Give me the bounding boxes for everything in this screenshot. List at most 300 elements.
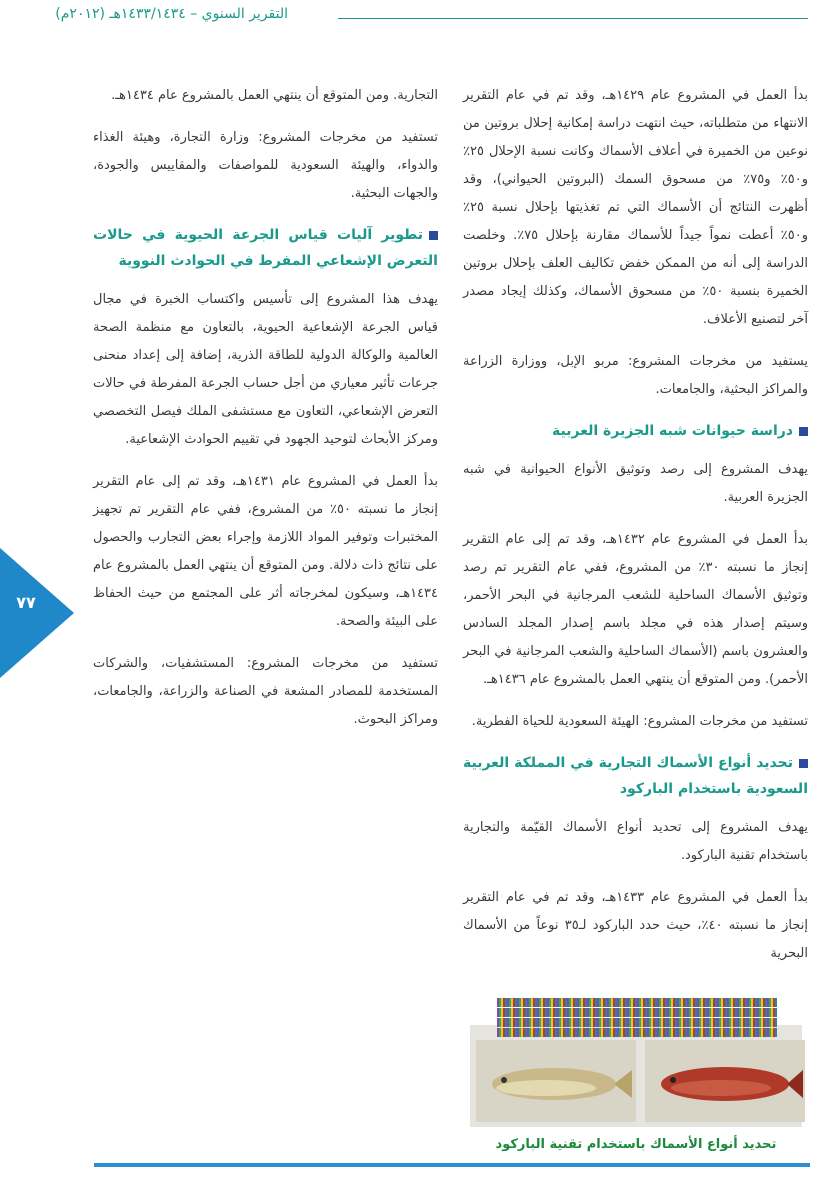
paragraph: تستفيد من مخرجات المشروع: المستشفيات، والشركات المستخدمة للمصادر المشعة في الصناعة والزراعة، والجامعات، ومراكز البحوث. xyxy=(93,656,438,727)
barcode-stripe xyxy=(759,998,761,1007)
barcode-stripe xyxy=(695,1018,697,1027)
barcode-stripe xyxy=(745,998,747,1007)
barcode-stripe xyxy=(729,1018,731,1027)
barcode-stripe xyxy=(593,1028,595,1037)
barcode-stripe xyxy=(599,1008,601,1017)
barcode-stripe xyxy=(677,1028,679,1037)
barcode-stripe xyxy=(637,1028,639,1037)
barcode-stripe xyxy=(625,1028,627,1037)
barcode-stripe xyxy=(765,1018,767,1027)
barcode-stripe xyxy=(527,1008,529,1017)
barcode-stripe xyxy=(623,998,625,1007)
right-column xyxy=(463,82,808,982)
barcode-stripe xyxy=(601,1008,603,1017)
barcode-stripe xyxy=(587,1028,589,1037)
barcode-stripe xyxy=(685,1008,687,1017)
barcode-stripe xyxy=(571,1028,573,1037)
barcode-stripe xyxy=(743,998,745,1007)
barcode-stripe xyxy=(749,1018,751,1027)
barcode-stripe xyxy=(561,1018,563,1027)
barcode-stripe xyxy=(591,1008,593,1017)
barcode-stripe xyxy=(645,1018,647,1027)
barcode-stripe xyxy=(549,1018,551,1027)
barcode-stripe xyxy=(567,1018,569,1027)
barcode-stripe xyxy=(729,998,731,1007)
barcode-stripe xyxy=(761,1018,763,1027)
barcode-stripe xyxy=(531,998,533,1007)
barcode-stripe xyxy=(729,1028,731,1037)
barcode-stripe xyxy=(499,998,501,1007)
barcode-stripe xyxy=(577,1018,579,1027)
barcode-stripe xyxy=(769,1018,771,1027)
barcode-stripe xyxy=(699,1018,701,1027)
barcode-stripe xyxy=(507,1018,509,1027)
barcode-stripe xyxy=(641,1028,643,1037)
barcode-stripe xyxy=(663,998,665,1007)
barcode-stripe xyxy=(711,998,713,1007)
barcode-stripe xyxy=(505,1008,507,1017)
barcode-stripe xyxy=(543,1028,545,1037)
barcode-stripe xyxy=(641,1018,643,1027)
barcode-stripe xyxy=(703,1018,705,1027)
barcode-stripe xyxy=(701,998,703,1007)
barcode-stripe xyxy=(685,1028,687,1037)
barcode-stripe xyxy=(715,1028,717,1037)
barcode-stripe xyxy=(691,998,693,1007)
barcode-stripe xyxy=(523,1008,525,1017)
barcode-stripe xyxy=(661,1018,663,1027)
barcode-stripe xyxy=(667,1008,669,1017)
barcode-stripe xyxy=(653,1008,655,1017)
barcode-stripe xyxy=(679,998,681,1007)
barcode-stripe xyxy=(769,998,771,1007)
barcode-stripe xyxy=(669,998,671,1007)
barcode-stripe xyxy=(743,1018,745,1027)
barcode-stripe xyxy=(699,998,701,1007)
barcode-stripe xyxy=(755,998,757,1007)
barcode-stripe xyxy=(615,1008,617,1017)
barcode-stripe xyxy=(655,1018,657,1027)
barcode-stripe xyxy=(523,1018,525,1027)
fish-photo-red xyxy=(645,1040,805,1122)
barcode-stripe xyxy=(759,1018,761,1027)
barcode-stripe xyxy=(645,1008,647,1017)
barcode-stripe xyxy=(741,1028,743,1037)
barcode-stripe xyxy=(529,998,531,1007)
barcode-stripe xyxy=(763,1008,765,1017)
barcode-stripe xyxy=(717,1028,719,1037)
page-header xyxy=(38,6,808,28)
barcode-stripe xyxy=(561,1028,563,1037)
barcode-stripe xyxy=(609,1028,611,1037)
barcode-stripe xyxy=(749,1008,751,1017)
barcode-stripe xyxy=(545,998,547,1007)
barcode-stripe xyxy=(509,1018,511,1027)
barcode-stripe xyxy=(717,1008,719,1017)
barcode-stripe xyxy=(755,1008,757,1017)
barcode-stripe xyxy=(773,1008,775,1017)
barcode-stripe xyxy=(525,1018,527,1027)
barcode-stripe xyxy=(625,1018,627,1027)
barcode-stripe xyxy=(703,998,705,1007)
barcode-stripe xyxy=(663,1028,665,1037)
barcode-stripe xyxy=(701,1018,703,1027)
barcode-stripe xyxy=(585,998,587,1007)
barcode-stripe xyxy=(695,1028,697,1037)
barcode-stripe xyxy=(747,998,749,1007)
barcode-stripe xyxy=(535,998,537,1007)
barcode-stripe xyxy=(623,1008,625,1017)
barcode-stripe xyxy=(745,1018,747,1027)
barcode-stripe xyxy=(541,998,543,1007)
barcode-stripe xyxy=(645,998,647,1007)
barcode-stripe xyxy=(679,1018,681,1027)
barcode-stripe xyxy=(617,1018,619,1027)
barcode-stripe xyxy=(499,1018,501,1027)
barcode-stripe xyxy=(631,1008,633,1017)
barcode-stripe xyxy=(609,1018,611,1027)
barcode-stripe xyxy=(553,998,555,1007)
barcode-stripe xyxy=(751,1028,753,1037)
barcode-stripe xyxy=(737,1018,739,1027)
paragraph: بدأ العمل في المشروع عام ١٤٢٩هـ، وقد تم في عام التقرير الانتهاء من متطلباته، حيث انتهت دراسة إمكانية إحلال بروتين من نوعين من الخميرة في أعلاف الأسماك وكانت نسبة الإحلال ٢٥٪ و٥٠٪ و٧٥٪ من مسحوق السمك (البروتين الحيواني)، وقد أظهرت النتائج أن الأسماك التي تم تغذيتها بإحلال نسبة ٢٥٪ و٥٠٪ أعطت نمواً جيداً للأسماك مقارنة بإحلال ٧٥٪. وخلصت الدراسة إلى أنه من الممكن خفض تكاليف العلف بإحلال بروتين الخميرة بنسبة ٥٠٪ من مسحوق الأسماك، وكذلك إيجاد مصدر آخر لتصنيع الأعلاف. xyxy=(463,88,808,327)
barcode-stripe xyxy=(549,1008,551,1017)
left-column xyxy=(93,82,438,748)
barcode-stripe xyxy=(677,1018,679,1027)
barcode-stripe xyxy=(587,1008,589,1017)
barcode-stripe xyxy=(581,1018,583,1027)
barcode-stripe xyxy=(521,1008,523,1017)
footer-rule xyxy=(94,1163,810,1167)
barcode-stripe xyxy=(569,1008,571,1017)
barcode-stripe xyxy=(571,1008,573,1017)
barcode-stripe xyxy=(569,1028,571,1037)
barcode-stripe xyxy=(559,998,561,1007)
barcode-stripe xyxy=(685,998,687,1007)
barcode-stripe xyxy=(583,998,585,1007)
barcode-stripe xyxy=(723,1018,725,1027)
barcode-stripe xyxy=(585,1018,587,1027)
barcode-stripe xyxy=(617,1028,619,1037)
barcode-stripe xyxy=(633,1008,635,1017)
barcode-stripe xyxy=(523,1028,525,1037)
barcode-stripe xyxy=(507,998,509,1007)
barcode-stripe xyxy=(539,1028,541,1037)
section-heading: تحديد أنواع الأسماك التجارية في المملكة العربية السعودية باستخدام الباركود xyxy=(463,755,808,797)
barcode-stripe xyxy=(633,998,635,1007)
barcode-stripe xyxy=(563,1028,565,1037)
barcode-stripe xyxy=(665,1018,667,1027)
barcode-stripe xyxy=(573,1018,575,1027)
barcode-stripe xyxy=(601,1028,603,1037)
barcode-stripe xyxy=(623,1018,625,1027)
barcode-stripe xyxy=(545,1028,547,1037)
barcode-stripe xyxy=(699,1028,701,1037)
barcode-stripe xyxy=(767,1008,769,1017)
barcode-stripe xyxy=(769,1008,771,1017)
barcode-stripe xyxy=(511,1018,513,1027)
barcode-stripe xyxy=(541,1008,543,1017)
barcode-stripe xyxy=(641,998,643,1007)
barcode-stripe xyxy=(693,998,695,1007)
page-number: ٧٧ xyxy=(16,593,36,612)
barcode-stripe xyxy=(693,1018,695,1027)
barcode-stripe xyxy=(657,1028,659,1037)
barcode-stripe xyxy=(659,1028,661,1037)
barcode-stripe xyxy=(531,1028,533,1037)
barcode-stripe xyxy=(737,1028,739,1037)
barcode-stripe xyxy=(545,1008,547,1017)
barcode-stripe xyxy=(555,1008,557,1017)
barcode-stripe xyxy=(741,1008,743,1017)
barcode-stripe xyxy=(675,998,677,1007)
barcode-stripe xyxy=(525,998,527,1007)
barcode-stripe xyxy=(499,1008,501,1017)
barcode-stripe xyxy=(763,1028,765,1037)
barcode-stripe xyxy=(565,1008,567,1017)
barcode-stripe xyxy=(517,998,519,1007)
barcode-stripe xyxy=(631,1018,633,1027)
barcode-stripe xyxy=(551,998,553,1007)
barcode-stripe xyxy=(621,1008,623,1017)
barcode-stripe xyxy=(573,1028,575,1037)
barcode-stripe xyxy=(501,1028,503,1037)
barcode-stripe xyxy=(739,1018,741,1027)
barcode-stripe xyxy=(621,1018,623,1027)
barcode-stripe xyxy=(621,1028,623,1037)
barcode-stripe xyxy=(757,1008,759,1017)
barcode-stripe xyxy=(553,1028,555,1037)
section-heading: تطوير آليات قياس الجرعة الحيوية في حالات التعرض الإشعاعي المفرط في الحوادث النووية xyxy=(93,227,438,269)
paragraph: يهدف المشروع إلى تحديد أنواع الأسماك القيّمة والتجارية باستخدام تقنية الباركود. xyxy=(463,820,808,863)
barcode-stripe xyxy=(695,1008,697,1017)
barcode-stripe xyxy=(669,1018,671,1027)
barcode-stripe xyxy=(637,998,639,1007)
barcode-stripe xyxy=(627,1018,629,1027)
barcode-stripe xyxy=(635,1008,637,1017)
barcode-stripe xyxy=(623,1028,625,1037)
barcode-stripe xyxy=(537,1008,539,1017)
barcode-stripe xyxy=(527,1018,529,1027)
barcode-stripe xyxy=(671,1008,673,1017)
barcode-stripe xyxy=(625,998,627,1007)
barcode-stripe xyxy=(657,998,659,1007)
barcode-stripe xyxy=(565,1018,567,1027)
barcode-stripe xyxy=(583,1018,585,1027)
barcode-stripe xyxy=(673,1008,675,1017)
barcode-stripe xyxy=(619,998,621,1007)
barcode-stripe xyxy=(697,1008,699,1017)
barcode-stripe xyxy=(635,1028,637,1037)
barcode-stripe xyxy=(741,998,743,1007)
barcode-stripe xyxy=(519,1008,521,1017)
barcode-stripe xyxy=(537,1028,539,1037)
barcode-stripe xyxy=(661,998,663,1007)
barcode-stripe xyxy=(713,998,715,1007)
barcode-stripe xyxy=(749,1028,751,1037)
barcode-stripe xyxy=(655,998,657,1007)
paragraph: بدأ العمل في المشروع عام ١٤٣١هـ، وقد تم إلى عام التقرير إنجاز ما نسبته ٥٠٪ من المشروع، ففي عام التقرير تم تجهيز المختبرات وتوفير المواد اللازمة وإجراء بعض التجارب والحصول على نتائج ذات دلالة. ومن المتوقع أن ينتهي العمل بالمشروع عام ١٤٣٤هـ، وسيكون لمخرجاته أثر على المجتمع من حيث الحفاظ على البيئة والصحة. xyxy=(93,474,438,629)
barcode-stripe xyxy=(599,998,601,1007)
barcode-stripe xyxy=(567,1008,569,1017)
barcode-stripe xyxy=(731,1028,733,1037)
barcode-stripe xyxy=(615,1028,617,1037)
barcode-stripe xyxy=(595,998,597,1007)
page-tab xyxy=(0,548,74,678)
barcode-stripe xyxy=(689,1018,691,1027)
barcode-stripe xyxy=(509,1008,511,1017)
barcode-stripe xyxy=(731,998,733,1007)
barcode-stripe xyxy=(603,998,605,1007)
barcode-stripe xyxy=(559,1008,561,1017)
barcode-stripe xyxy=(751,1018,753,1027)
barcode-stripe xyxy=(637,1018,639,1027)
barcode-stripe xyxy=(757,998,759,1007)
barcode-stripe xyxy=(663,1008,665,1017)
barcode-stripe xyxy=(607,1018,609,1027)
barcode-stripe xyxy=(663,1018,665,1027)
barcode-stripe xyxy=(761,1028,763,1037)
barcode-stripe xyxy=(721,1028,723,1037)
barcode-stripe xyxy=(669,1008,671,1017)
barcode-stripe xyxy=(775,998,777,1007)
barcode-stripe xyxy=(705,1008,707,1017)
barcode-stripe xyxy=(611,1018,613,1027)
barcode-stripe xyxy=(697,1018,699,1027)
barcode-stripe xyxy=(535,1018,537,1027)
barcode-stripe xyxy=(613,1018,615,1027)
barcode-stripe xyxy=(563,1018,565,1027)
paragraph: تستفيد من مخرجات المشروع: وزارة التجارة، وهيئة الغذاء والدواء، والهيئة السعودية للمواصفات والمقاييس والجودة، والجهات البحثية. xyxy=(93,130,438,201)
barcode-stripe xyxy=(667,1028,669,1037)
barcode-stripe xyxy=(613,998,615,1007)
barcode-stripe xyxy=(671,1018,673,1027)
barcode-stripe xyxy=(593,1018,595,1027)
barcode-stripe xyxy=(727,1018,729,1027)
barcode-stripe xyxy=(565,1028,567,1037)
barcode-stripe xyxy=(711,1028,713,1037)
barcode-stripe xyxy=(615,998,617,1007)
barcode-stripe xyxy=(541,1018,543,1027)
barcode-image xyxy=(497,998,777,1038)
barcode-stripe xyxy=(767,1018,769,1027)
square-bullet-icon xyxy=(799,427,808,436)
barcode-stripe xyxy=(571,1018,573,1027)
barcode-stripe xyxy=(665,998,667,1007)
barcode-stripe xyxy=(553,1018,555,1027)
barcode-stripe xyxy=(569,1018,571,1027)
barcode-stripe xyxy=(659,998,661,1007)
barcode-stripe xyxy=(671,998,673,1007)
barcode-stripe xyxy=(509,998,511,1007)
barcode-stripe xyxy=(505,1028,507,1037)
barcode-stripe xyxy=(511,1008,513,1017)
barcode-stripe xyxy=(639,1028,641,1037)
barcode-stripe xyxy=(659,1018,661,1027)
square-bullet-icon xyxy=(429,231,438,240)
barcode-stripe xyxy=(761,1008,763,1017)
barcode-stripe xyxy=(775,1018,777,1027)
barcode-stripe xyxy=(515,998,517,1007)
barcode-stripe xyxy=(659,1008,661,1017)
barcode-stripe xyxy=(609,998,611,1007)
report-title: التقرير السنوي – ١٤٣٣/١٤٣٤هـ (٢٠١٢م) xyxy=(55,6,288,22)
barcode-stripe xyxy=(639,1018,641,1027)
barcode-stripe xyxy=(687,1018,689,1027)
barcode-stripe xyxy=(607,1028,609,1037)
barcode-stripe xyxy=(649,1008,651,1017)
barcode-stripe xyxy=(617,1008,619,1017)
barcode-stripe xyxy=(677,1008,679,1017)
barcode-stripe xyxy=(725,1028,727,1037)
barcode-stripe xyxy=(647,998,649,1007)
header-rule xyxy=(338,18,808,19)
barcode-stripe xyxy=(711,1008,713,1017)
barcode-stripe xyxy=(519,1018,521,1027)
barcode-stripe xyxy=(681,1008,683,1017)
barcode-stripe xyxy=(727,1028,729,1037)
barcode-stripe xyxy=(543,1008,545,1017)
barcode-stripe xyxy=(735,1028,737,1037)
barcode-stripe xyxy=(605,1028,607,1037)
barcode-stripe xyxy=(675,1008,677,1017)
barcode-stripe xyxy=(691,1008,693,1017)
barcode-stripe xyxy=(725,998,727,1007)
figure-caption: تحديد أنواع الأسماك باستخدام تقنية الباركود xyxy=(495,1137,777,1152)
barcode-stripe xyxy=(607,1008,609,1017)
barcode-stripe xyxy=(705,1028,707,1037)
barcode-stripe xyxy=(579,1028,581,1037)
barcode-stripe xyxy=(649,1028,651,1037)
barcode-stripe xyxy=(527,998,529,1007)
barcode-stripe xyxy=(539,1008,541,1017)
barcode-stripe xyxy=(521,1028,523,1037)
barcode-stripe xyxy=(637,1008,639,1017)
barcode-stripe xyxy=(735,1018,737,1027)
barcode-stripe xyxy=(729,1008,731,1017)
barcode-stripe xyxy=(597,1008,599,1017)
page-tab-shape xyxy=(0,548,74,678)
barcode-stripe xyxy=(687,998,689,1007)
barcode-stripe xyxy=(555,1028,557,1037)
barcode-stripe xyxy=(601,998,603,1007)
barcode-stripe xyxy=(721,1018,723,1027)
section-heading: دراسة حيوانات شبه الجزيرة العربية xyxy=(463,418,808,444)
barcode-stripe xyxy=(503,998,505,1007)
barcode-stripe xyxy=(521,998,523,1007)
barcode-stripe xyxy=(681,1028,683,1037)
barcode-stripe xyxy=(733,1018,735,1027)
barcode-stripe xyxy=(613,1028,615,1037)
barcode-stripe xyxy=(645,1028,647,1037)
barcode-stripe xyxy=(605,1018,607,1027)
barcode-stripe xyxy=(735,998,737,1007)
barcode-stripe xyxy=(595,1018,597,1027)
barcode-stripe xyxy=(537,998,539,1007)
barcode-stripe xyxy=(587,998,589,1007)
barcode-stripe xyxy=(529,1008,531,1017)
barcode-stripe xyxy=(737,1008,739,1017)
barcode-stripe xyxy=(657,1018,659,1027)
barcode-stripe xyxy=(557,1018,559,1027)
barcode-stripe xyxy=(567,998,569,1007)
barcode-stripe xyxy=(647,1028,649,1037)
barcode-stripe xyxy=(687,1008,689,1017)
barcode-stripe xyxy=(579,1018,581,1027)
barcode-stripe xyxy=(505,998,507,1007)
barcode-stripe xyxy=(583,1008,585,1017)
barcode-stripe xyxy=(557,998,559,1007)
